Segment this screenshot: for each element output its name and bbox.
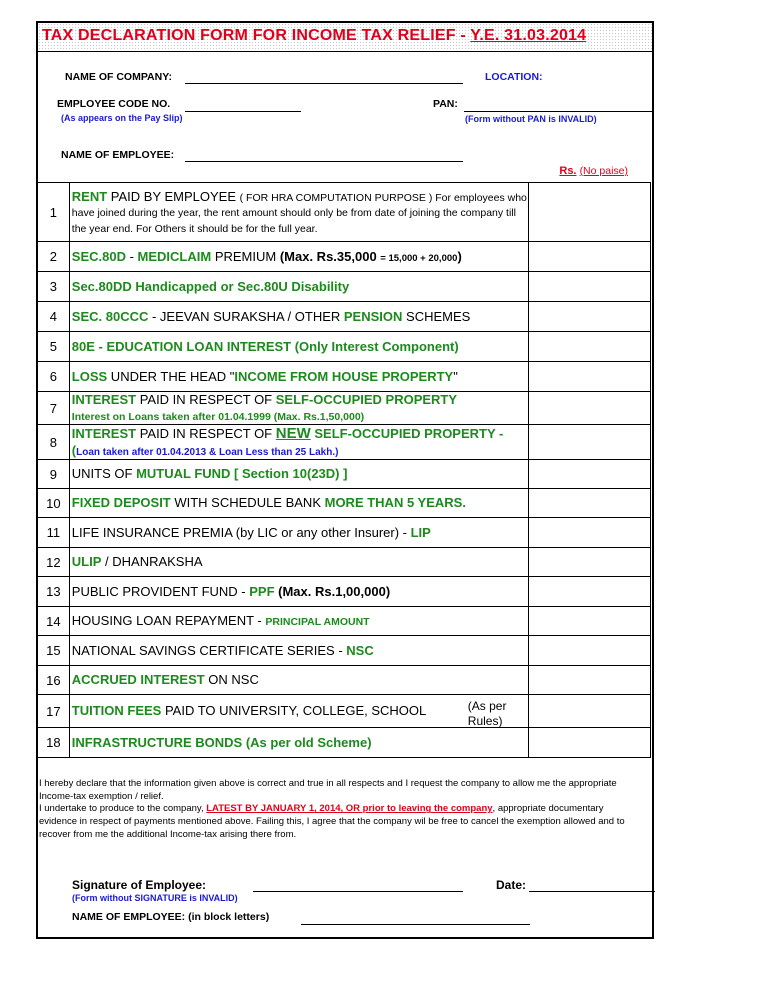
amount-field[interactable] [528,577,650,607]
deduction-items-table [37,182,651,758]
item-text: PAID BY EMPLOYEE [107,188,240,204]
item-text: ACCRUED INTEREST [71,672,205,688]
table-row [38,607,651,636]
item-text: HOUSING LOAN REPAYMENT - [71,613,266,629]
item-text: NSC [346,642,374,658]
item-text: ( [71,443,77,458]
currency-label: Rs. [559,165,577,177]
item-description [69,577,528,607]
amount-field[interactable] [528,362,650,392]
item-text: PAID IN RESPECT OF [136,392,276,408]
item-number: 17 [38,695,70,728]
form-year-end: Y.E. 31.03.2014 [470,27,587,44]
table-row [38,695,651,728]
item-text: NATIONAL SAVINGS CERTIFICATE SERIES - [71,642,347,658]
amount-field[interactable] [528,728,650,758]
item-text: / DHANRAKSHA [101,554,203,570]
item-number: 11 [38,518,70,548]
table-row [38,302,651,332]
item-text: UNDER THE HEAD " [107,368,235,384]
table-row [38,242,651,272]
item-description [69,392,528,425]
table-row [38,362,651,392]
employee-code-note: (As appears on the Pay Slip) [61,113,183,123]
item-text: (Max. Rs.35,000 [279,248,381,264]
employee-name-field[interactable] [185,161,463,162]
item-description [69,518,528,548]
amount-field[interactable] [528,272,650,302]
date-label: Date: [496,878,527,892]
table-row [38,666,651,695]
declaration-text [39,778,639,841]
item-text: RENT [71,188,108,204]
block-name-field[interactable] [301,924,530,925]
amount-field[interactable] [528,332,650,362]
item-text: PENSION [343,308,403,324]
form-title-text: TAX DECLARATION FORM FOR INCOME TAX RELIEF - [42,27,471,44]
item-description [69,242,528,272]
item-number: 1 [38,183,70,242]
item-number: 3 [38,272,70,302]
item-description [69,695,528,728]
item-text: MORE THAN 5 YEARS. [324,495,466,511]
block-name-label: NAME OF EMPLOYEE: (in block letters) [72,911,270,923]
item-description [69,460,528,489]
table-row [38,272,651,302]
item-text: For [432,191,454,204]
pan-note: (Form without PAN is INVALID) [465,114,597,124]
employee-name-label: NAME OF EMPLOYEE: [61,149,175,161]
item-text: Interest on Loans taken after 01.04.1999 (Max. Rs.1,50,000) [71,411,365,423]
item-text: INTEREST [71,426,137,441]
amount-field[interactable] [528,183,650,242]
item-text: ULIP [71,554,102,570]
item-number: 16 [38,666,70,695]
pan-field[interactable] [464,111,654,112]
item-text: SEC.80D [71,248,126,264]
declaration-line1: I hereby declare that the information given above is correct and true in all respects and I request the company to allow me the appropriate Income-tax exemption / relief. [39,778,617,802]
amount-field[interactable] [528,392,650,425]
amount-field[interactable] [528,548,650,577]
item-text: SCHEMES [402,308,471,324]
item-text: PAID IN RESPECT OF [136,426,276,441]
table-row [38,577,651,607]
item-description [69,728,528,758]
item-text: PRINCIPAL AMOUNT [265,616,370,629]
item-text: TUITION FEES [71,703,162,719]
item-text: " [453,368,458,384]
item-text: (Max. Rs.1,00,000) [274,583,391,599]
item-text: MUTUAL FUND [ Section 10(23D) ] [136,466,348,482]
amount-field[interactable] [528,695,650,728]
company-field[interactable] [185,83,463,84]
item-text: = 15,000 + 20,000 [380,252,458,264]
item-description [69,425,528,460]
item-text: FIXED DEPOSIT [71,495,171,511]
item-text: LOSS [71,368,108,384]
currency-indicator [559,165,628,177]
item-text: INCOME FROM HOUSE PROPERTY [234,368,454,384]
title-bar [38,23,652,52]
table-row [38,183,651,242]
item-number: 9 [38,460,70,489]
item-text: PPF [249,583,275,599]
item-description [69,666,528,695]
table-row [38,636,651,666]
item-text: NEW [275,425,311,442]
item-text: 80E - EDUCATION LOAN INTEREST (Only Interest Component) [71,338,459,354]
item-number: 18 [38,728,70,758]
item-number: 4 [38,302,70,332]
item-text: ON NSC [204,672,259,688]
item-text: ) [457,248,462,264]
item-text: WITH SCHEDULE BANK [170,495,325,511]
amount-field[interactable] [528,425,650,460]
table-row [38,489,651,518]
item-description [69,183,528,242]
table-row [38,518,651,548]
item-description [69,272,528,302]
form-title [42,27,586,45]
item-text: SELF-OCCUPIED PROPERTY - [310,426,504,441]
table-row [38,332,651,362]
declaration-line2-end: , appropriate documentary evidence in respect of payments mentioned above. Failing this, I agree that the company wil be free to cancel the exemption allowed and to recover from me the additional Income-tax arising there from. [39,803,625,840]
item-text: Sec.80DD Handicapped or Sec.80U Disability [71,278,350,294]
item-text: ( FOR HRA COMPUTATION PURPOSE ) [239,191,433,204]
item-text: PREMIUM [211,248,280,264]
company-label: NAME OF COMPANY: [65,71,172,83]
item-description [69,332,528,362]
table-row [38,548,651,577]
item-text: employees who have joined during the year, the rent amount should only be from date of joining the company till the year end. For Others it should be for the full year. [71,191,527,235]
signature-label: Signature of Employee: [72,878,207,892]
item-number: 2 [38,242,70,272]
item-text: LIFE INSURANCE PREMIA (by LIC or any other Insurer) - [71,524,411,540]
item-number: 7 [38,392,70,425]
item-number: 12 [38,548,70,577]
item-description [69,636,528,666]
item-description [69,302,528,332]
amount-field[interactable] [528,302,650,332]
amount-field[interactable] [528,607,650,636]
item-text: SELF-OCCUPIED PROPERTY [275,392,458,408]
location-label: LOCATION: [485,71,543,83]
amount-field[interactable] [528,489,650,518]
amount-field[interactable] [528,636,650,666]
item-text: MEDICLAIM [137,248,212,264]
item-number: 10 [38,489,70,518]
declaration-line2-start: I undertake to produce to the company, [39,803,207,815]
pan-label: PAN: [433,98,458,110]
item-number: 15 [38,636,70,666]
item-number: 5 [38,332,70,362]
tax-declaration-form [36,21,654,939]
item-text: PAID TO UNIVERSITY, COLLEGE, SCHOOL [161,703,427,719]
amount-field[interactable] [528,460,650,489]
table-row [38,728,651,758]
item-description [69,362,528,392]
item-text: INFRASTRUCTURE BONDS (As per old Scheme) [71,734,372,750]
item-number: 13 [38,577,70,607]
signature-field[interactable] [253,891,463,892]
employee-code-field[interactable] [185,111,301,112]
item-number: 8 [38,425,70,460]
item-text: - [125,248,138,264]
item-text: UNITS OF [71,466,137,482]
declaration-deadline: LATEST BY JANUARY 1, 2014, OR prior to leaving the company [206,803,493,815]
table-row [38,392,651,425]
amount-field[interactable] [528,666,650,695]
amount-field[interactable] [528,518,650,548]
table-row [38,460,651,489]
item-number: 6 [38,362,70,392]
item-text: INTEREST [71,392,137,408]
item-aside-note: (As per Rules) [467,699,507,729]
signature-note: (Form without SIGNATURE is INVALID) [72,893,238,903]
table-row [38,425,651,460]
item-description [69,607,528,636]
employee-code-label: EMPLOYEE CODE NO. [57,98,171,110]
item-description [69,548,528,577]
item-text: - JEEVAN SURAKSHA / OTHER [148,308,344,324]
item-text: PUBLIC PROVIDENT FUND - [71,583,250,599]
item-description [69,489,528,518]
item-text: SEC. 80CCC [71,308,149,324]
item-text: LIP [410,524,431,540]
date-field[interactable] [529,891,655,892]
amount-field[interactable] [528,242,650,272]
currency-note: (No paise) [579,165,628,177]
item-text: Loan taken after 01.04.2013 & Loan Less than 25 Lakh.) [76,447,339,458]
item-number: 14 [38,607,70,636]
